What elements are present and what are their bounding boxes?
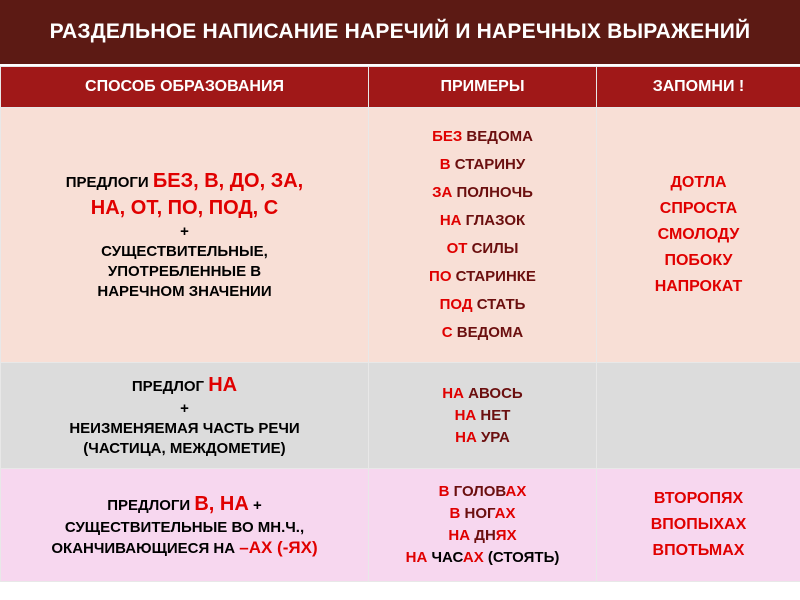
- example-item: ПОД СТАТЬ: [439, 296, 526, 313]
- example-item: В НОГАХ: [449, 505, 516, 522]
- method-line-2: УПОТРЕБЛЕННЫЕ В: [107, 263, 262, 280]
- column-header-remember: ЗАПОМНИ !: [597, 67, 800, 108]
- method-line-1: НЕИЗМЕНЯЕМАЯ ЧАСТЬ РЕЧИ: [69, 420, 300, 437]
- table-row: [1, 363, 800, 469]
- plus-sign: +: [248, 497, 262, 514]
- method-prefix: ПРЕДЛОГ: [131, 378, 209, 395]
- method-line-2: ОКАНЧИВАЮЩИЕСЯ НА: [51, 540, 240, 557]
- remember-cell: [597, 363, 800, 469]
- table-header-row: [1, 67, 800, 108]
- examples-cell: [369, 108, 597, 363]
- preposition: НА: [208, 374, 238, 396]
- remember-cell: [597, 108, 800, 363]
- remember-word: СМОЛОДУ: [657, 226, 740, 243]
- example-item: ПО СТАРИНКЕ: [429, 268, 536, 285]
- ending: –АХ (-ЯХ): [239, 538, 318, 557]
- method-line-2: (ЧАСТИЦА, МЕЖДОМЕТИЕ): [83, 440, 286, 457]
- remember-word: СПРОСТА: [659, 200, 738, 217]
- examples-cell: [369, 363, 597, 469]
- remember-word: ВПОПЫХАХ: [650, 516, 747, 533]
- remember-cell: [597, 469, 800, 582]
- example-item: НА НЕТ: [454, 406, 511, 424]
- method-prefix: ПРЕДЛОГИ: [107, 497, 195, 514]
- example-item: НА УРА: [455, 428, 510, 446]
- example-item: В ГОЛОВАХ: [438, 483, 527, 500]
- column-header-examples: ПРИМЕРЫ: [369, 67, 597, 108]
- method-prefix: ПРЕДЛОГИ: [65, 174, 153, 191]
- example-item: НА ДНЯХ: [448, 527, 517, 544]
- example-item: НА ЧАСАХ (СТОЯТЬ): [405, 549, 560, 566]
- remember-word: ВПОТЬМАХ: [652, 542, 745, 559]
- table-row: [1, 108, 800, 363]
- column-header-method: СПОСОБ ОБРАЗОВАНИЯ: [1, 67, 369, 108]
- example-item: В СТАРИНУ: [439, 156, 526, 173]
- example-item: С ВЕДОМА: [441, 324, 524, 341]
- method-cell: [1, 108, 369, 363]
- remember-word: ДОТЛА: [670, 174, 727, 191]
- rules-table: [0, 66, 800, 582]
- method-cell: [1, 469, 369, 582]
- method-line-1: СУЩЕСТВИТЕЛЬНЫЕ ВО МН.Ч.,: [64, 519, 305, 536]
- prepositions-line-1: БЕЗ, В, ДО, ЗА,: [152, 170, 304, 192]
- prepositions: В, НА: [194, 493, 249, 515]
- method-line-1: СУЩЕСТВИТЕЛЬНЫЕ,: [101, 243, 268, 260]
- example-item: ЗА ПОЛНОЧЬ: [432, 184, 533, 201]
- method-line-3: НАРЕЧНОМ ЗНАЧЕНИИ: [97, 283, 272, 300]
- remember-word: ВТОРОПЯХ: [653, 490, 744, 507]
- page-title: РАЗДЕЛЬНОЕ НАПИСАНИЕ НАРЕЧИЙ И НАРЕЧНЫХ ВЫРАЖЕНИЙ: [0, 0, 800, 64]
- example-item: БЕЗ ВЕДОМА: [432, 128, 533, 145]
- remember-word: ПОБОКУ: [664, 252, 733, 269]
- prepositions-line-2: НА, ОТ, ПО, ПОД, С: [90, 197, 279, 219]
- method-cell: [1, 363, 369, 469]
- plus-sign: +: [180, 400, 189, 417]
- examples-cell: [369, 469, 597, 582]
- example-item: НА ГЛАЗОК: [439, 212, 526, 229]
- table-row: [1, 469, 800, 582]
- example-item: НА АВОСЬ: [442, 384, 523, 402]
- remember-word: НАПРОКАТ: [654, 278, 743, 295]
- example-item: ОТ СИЛЫ: [446, 240, 519, 257]
- plus-sign: +: [180, 223, 189, 240]
